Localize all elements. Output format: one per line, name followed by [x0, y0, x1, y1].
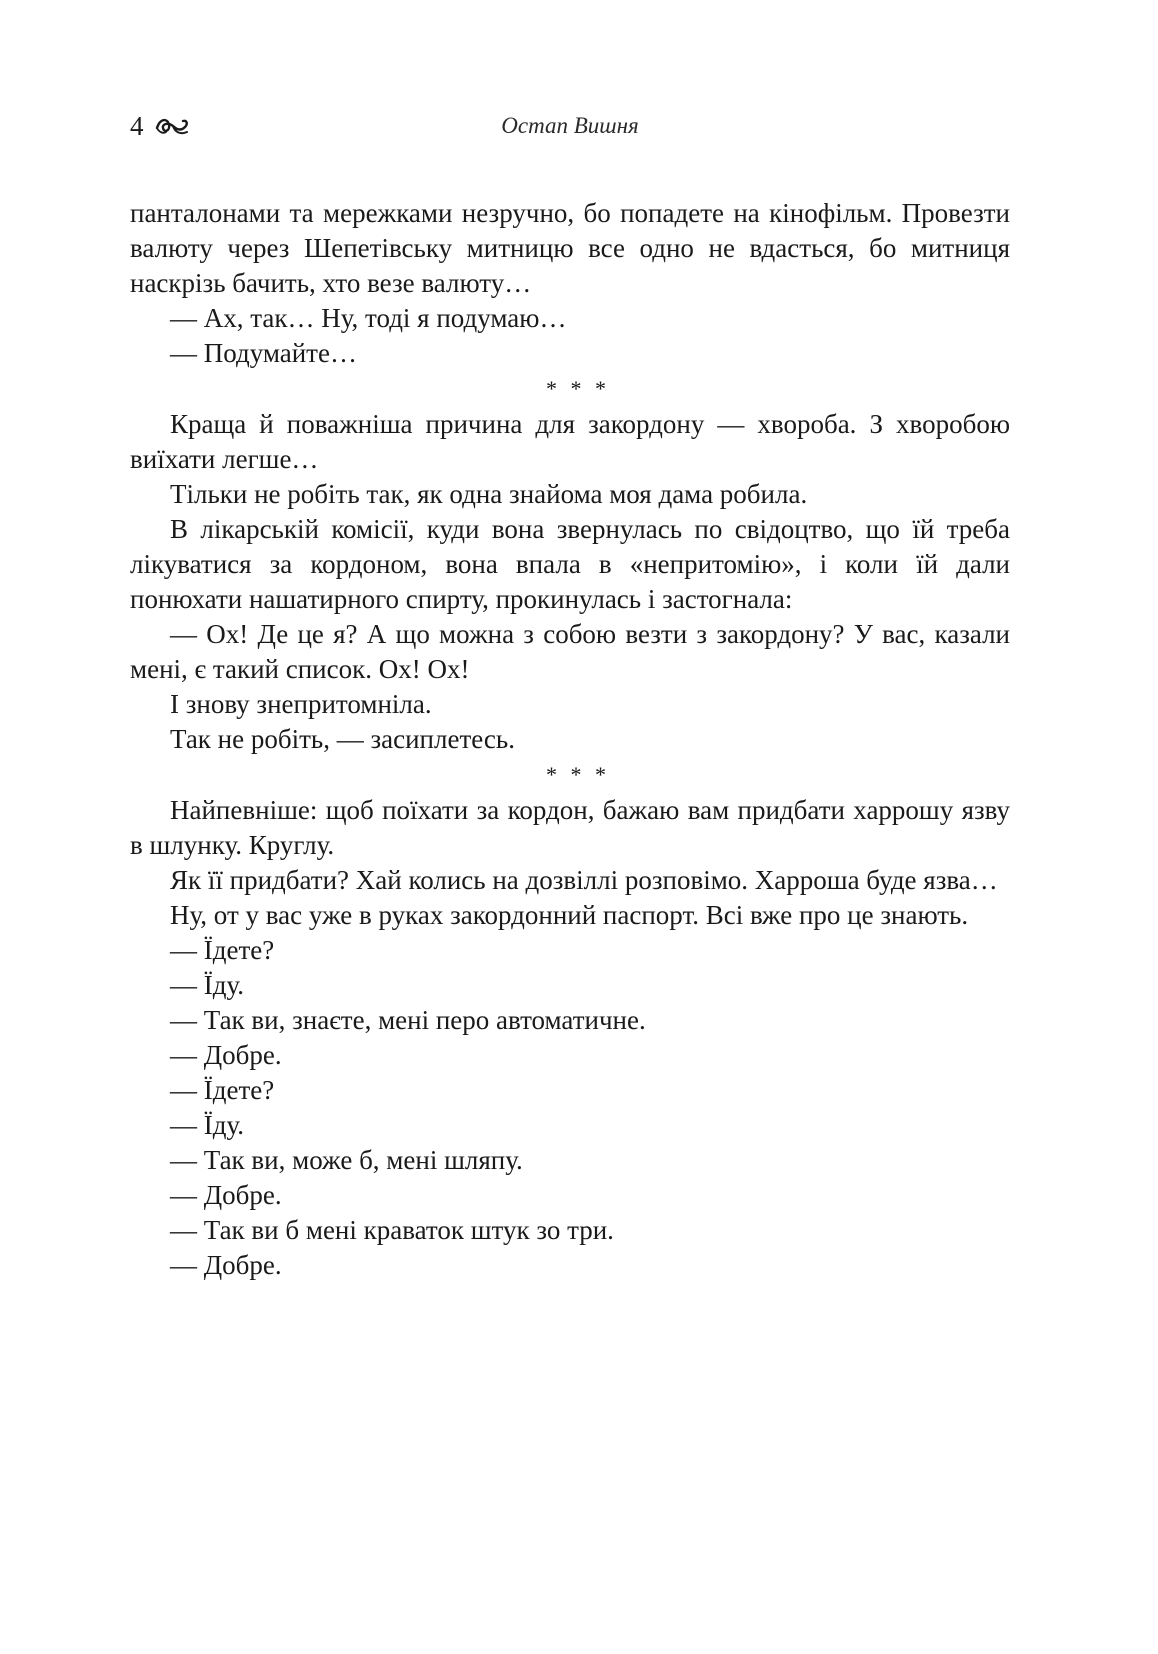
body-paragraph: Ну, от у вас уже в руках закордонний паспорт. Всі вже про це знають.	[170, 900, 969, 930]
page-body	[130, 196, 1010, 1283]
body-paragraph: — Подумайте…	[170, 338, 357, 368]
body-paragraph: Так не робіть, — засиплетесь.	[170, 724, 515, 754]
body-paragraph: І знову знепритомніла.	[170, 689, 432, 719]
body-paragraph: — Їдете?	[170, 935, 275, 965]
body-paragraph: — Так ви б мені краваток штук зо три.	[170, 1215, 614, 1245]
body-paragraph: — Так ви, може б, мені шляпу.	[170, 1145, 523, 1175]
body-paragraph: — Так ви, знаєте, мені перо автоматичне.	[170, 1005, 646, 1035]
body-paragraph: — Добре.	[170, 1250, 282, 1280]
body-paragraph: — Ох! Де це я? А що можна з собою везти з закордону? У вас, казали мені, є такий список. Ох! Ох!	[130, 619, 1010, 684]
page-number: 4	[130, 111, 144, 141]
body-paragraph: панталонами та мережками незручно, бо попадете на кінофільм. Провезти валюту через Шепетівську митницю все одно не вдасться, бо митниця наскрізь бачить, хто везе валюту…	[130, 198, 1010, 298]
body-paragraph: — Добре.	[170, 1040, 282, 1070]
body-paragraph: Найпевніше: щоб поїхати за кордон, бажаю вам придбати харрошу язву в шлунку. Круглу.	[130, 795, 1010, 860]
section-separator: * * *	[546, 762, 610, 787]
section-separator: * * *	[546, 376, 610, 401]
running-head-author: Остап Вишня	[501, 113, 639, 138]
body-paragraph: Як її придбати? Хай колись на дозвіллі розповімо. Харроша буде язва…	[170, 865, 998, 895]
body-paragraph: В лікарській комісії, куди вона звернулась по свідоцтво, що їй треба лікуватися за кордоном, вона впала в «непритомію», і коли їй дали понюхати нашатирного спирту, прокинулась і застогнала:	[130, 514, 1010, 614]
body-paragraph: — Добре.	[170, 1180, 282, 1210]
body-paragraph: — Їдете?	[170, 1075, 275, 1105]
body-paragraph: — Їду.	[170, 970, 245, 1000]
body-paragraph: Краща й поважніша причина для закордону — хвороба. З хворобою виїхати легше…	[130, 409, 1010, 474]
page-header	[130, 108, 1010, 148]
body-paragraph: Тільки не робіть так, як одна знайома моя дама робила.	[170, 479, 808, 509]
body-paragraph: — Їду.	[170, 1110, 245, 1140]
body-paragraph: — Ах, так… Ну, тоді я подумаю…	[170, 303, 567, 333]
